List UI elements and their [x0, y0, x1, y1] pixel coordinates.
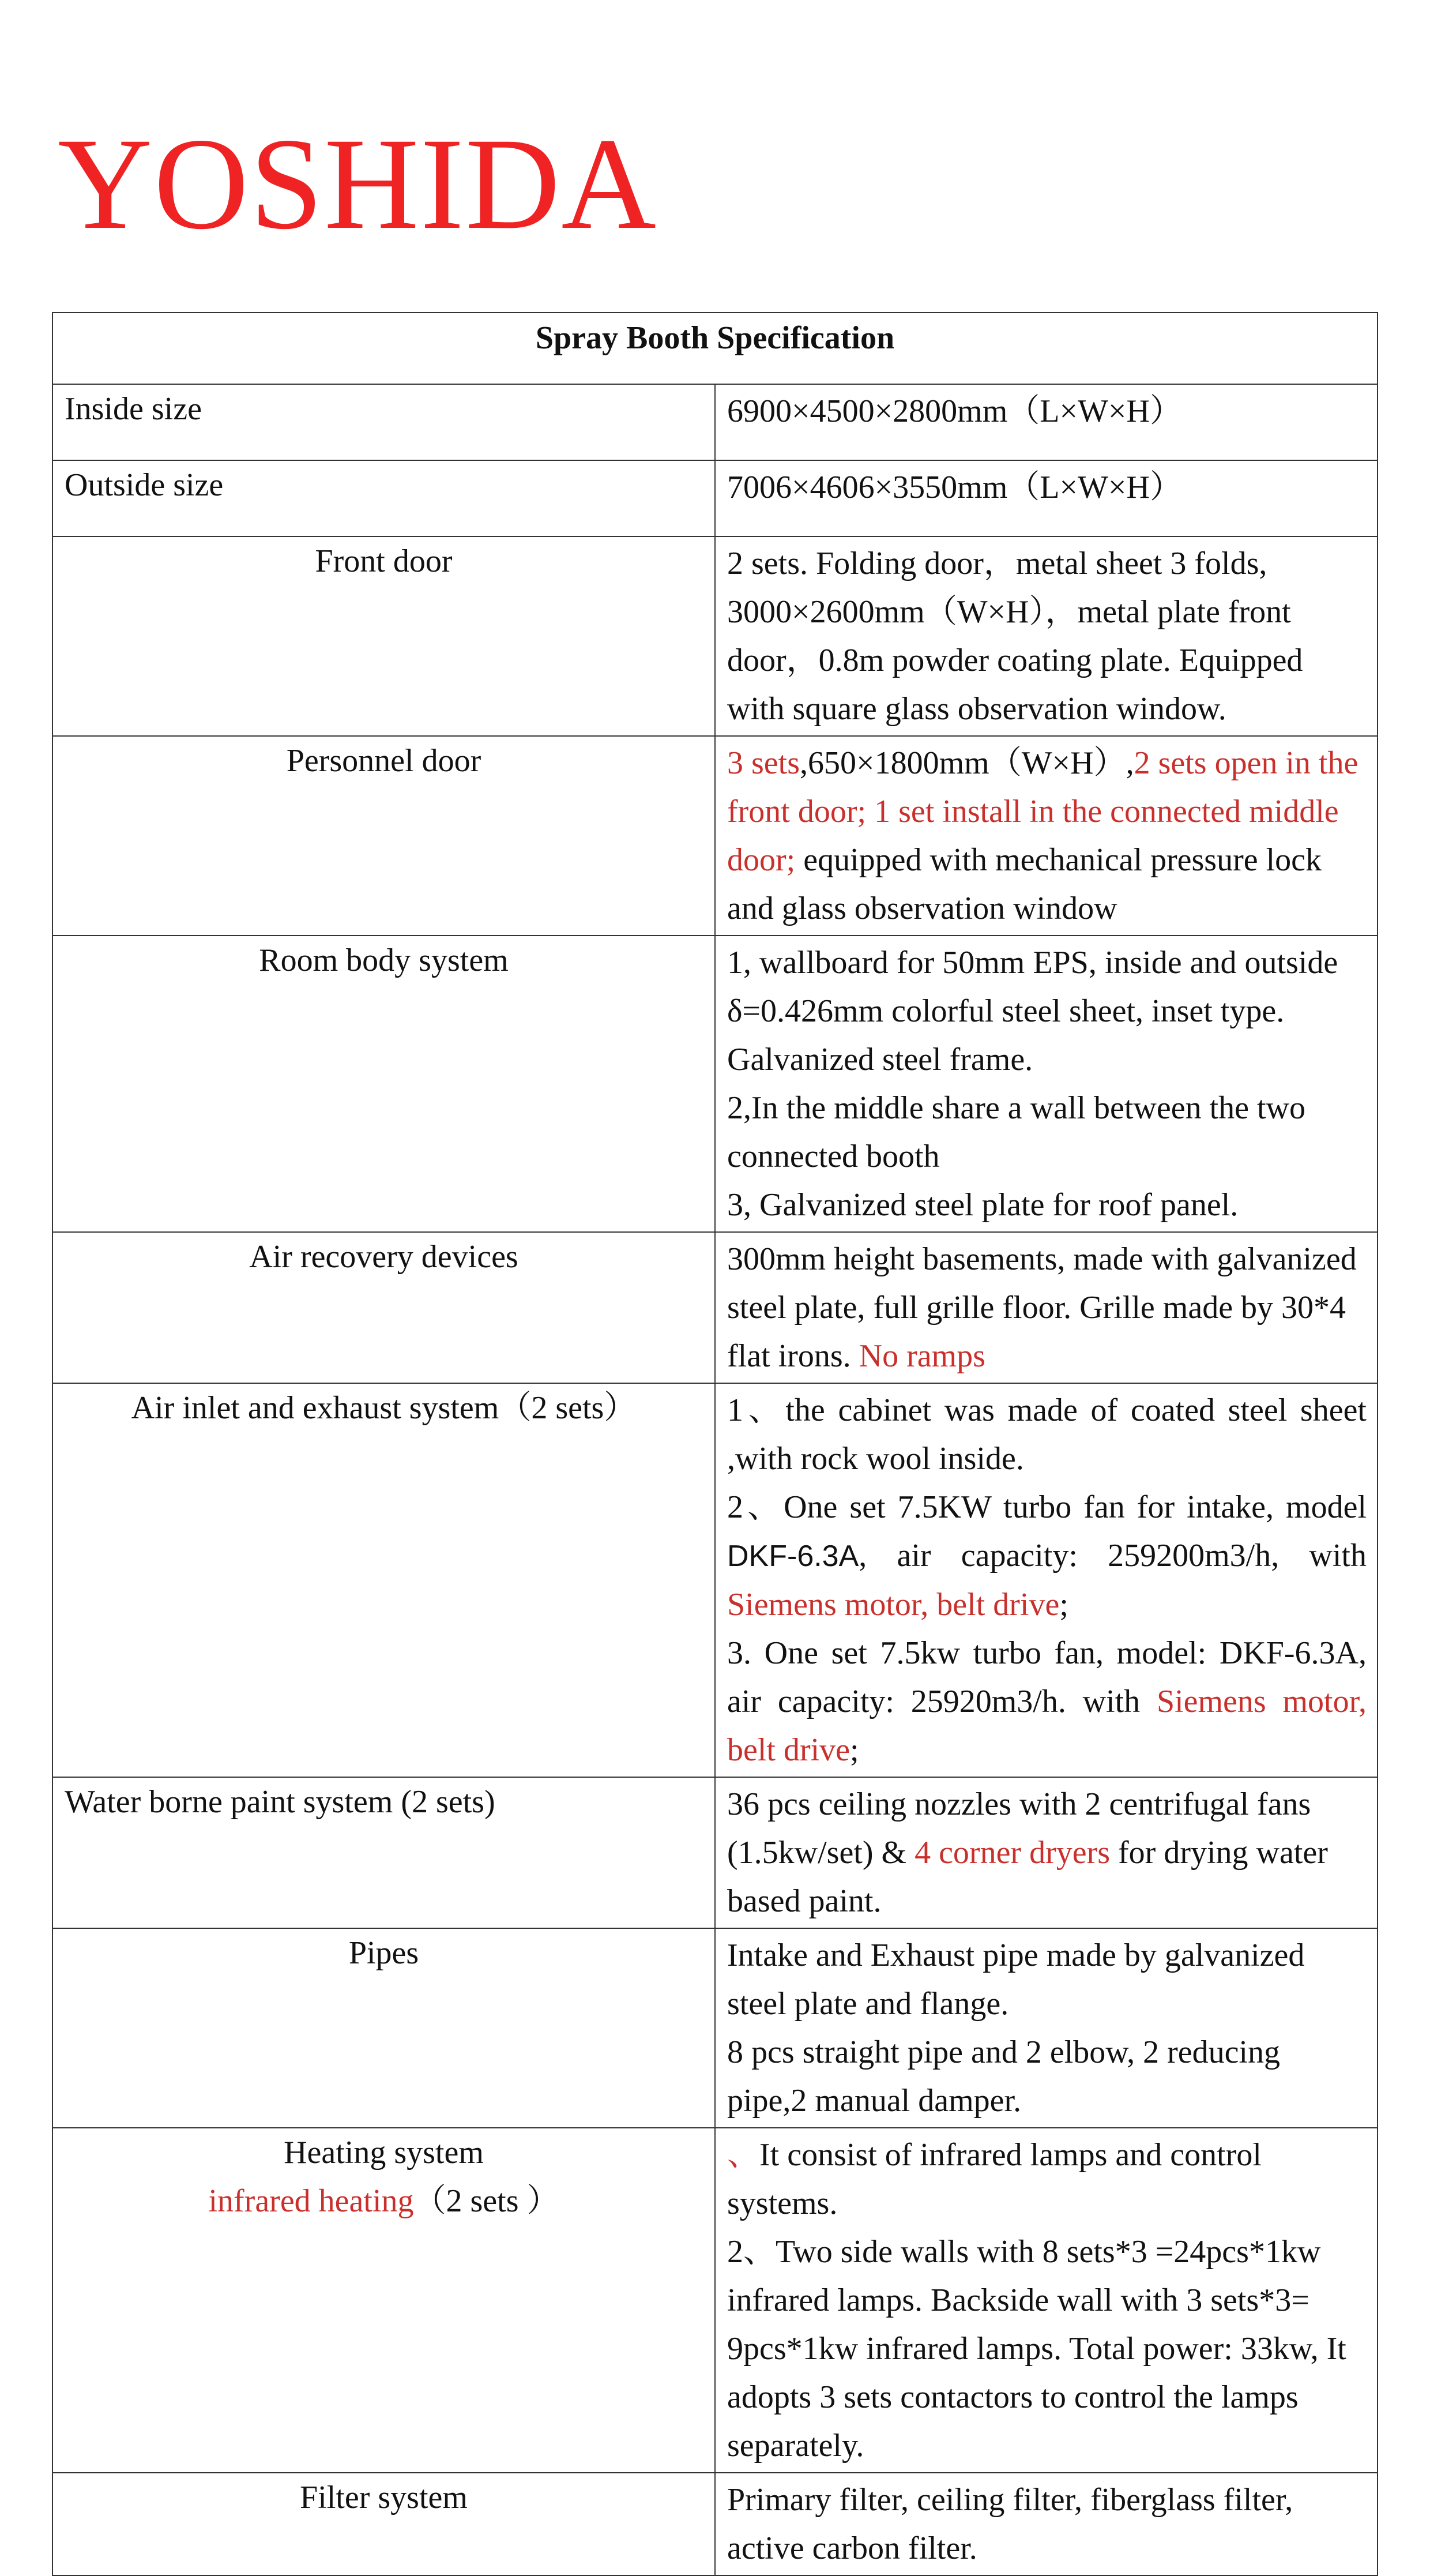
value-line [727, 1629, 1367, 1774]
highlight-text: 3 sets [727, 745, 800, 781]
table-row [52, 460, 1378, 536]
value-line: 2、Two side walls with 8 sets*3 =24pcs*1kw infrared lamps. Backside wall with 3 sets*3= 9pcs*1kw infrared lamps. Total power: 33kw, It adopts 3 sets contactors to control the lamps separately. [727, 2234, 1346, 2464]
highlight-text: 2 sets open in the front door; 1 set install in the connected middle door; [727, 745, 1358, 878]
table-row [52, 1777, 1378, 1928]
row-label-water-borne: Water borne paint system (2 sets) [52, 1777, 715, 1928]
value-text: 36 pcs ceiling nozzles with 2 centrifugal fans (1.5kw/set) & [727, 1786, 1311, 1871]
table-title-row [52, 313, 1378, 384]
table-row [52, 1928, 1378, 2128]
value-text: equipped with mechanical pressure lock and glass observation window [727, 842, 1322, 926]
label-text: （2 sets ） [413, 2183, 559, 2219]
value-text: ; [1059, 1587, 1068, 1623]
highlight-text: Siemens motor, belt drive [727, 1587, 1060, 1623]
value-text: ,650×1800mm（W×H）, [800, 745, 1134, 781]
highlight-text: Siemens motor, belt drive [727, 1684, 1367, 1768]
value-line: 8 pcs straight pipe and 2 elbow, 2 reducing pipe,2 manual damper. [727, 2034, 1281, 2119]
table-row [52, 1232, 1378, 1383]
row-value-air-recovery [715, 1232, 1378, 1383]
value-line: 1, wallboard for 50mm EPS, inside and outside δ=0.426mm colorful steel sheet, inset type. Galvanized steel frame. [727, 945, 1338, 1077]
value-line: 2,In the middle share a wall between the two connected booth [727, 1090, 1305, 1174]
label-text: Heating system [284, 2135, 484, 2171]
highlight-text: No ramps [859, 1338, 985, 1374]
row-label-air-recovery: Air recovery devices [52, 1232, 715, 1383]
row-label-personnel-door: Personnel door [52, 736, 715, 936]
row-label-outside-size: Outside size [52, 460, 715, 536]
row-value-front-door: 2 sets. Folding door，metal sheet 3 folds, 3000×2600mm（W×H），metal plate front door，0.8m powder coating plate. Equipped with square glass observation window. [715, 536, 1378, 736]
value-text: 3. One set 7.5kw turbo fan, model: DKF-6.3A, air capacity: 25920m3/h. with [727, 1635, 1367, 1719]
row-value-inside-size: 6900×4500×2800mm（L×W×H） [715, 384, 1378, 460]
row-label-heating [52, 2128, 715, 2473]
row-value-heating [715, 2128, 1378, 2473]
row-label-air-inlet: Air inlet and exhaust system（2 sets） [52, 1383, 715, 1777]
table-row [52, 1383, 1378, 1777]
row-label-room-body: Room body system [52, 936, 715, 1232]
value-line [727, 1483, 1367, 1629]
row-value-filter: Primary filter, ceiling filter, fiberglass filter, active carbon filter. [715, 2473, 1378, 2575]
spec-table [52, 312, 1378, 2576]
value-text: ; [850, 1732, 859, 1768]
row-value-air-inlet [715, 1383, 1378, 1777]
row-value-outside-size: 7006×4606×3550mm（L×W×H） [715, 460, 1378, 536]
value-text: , air capacity: 259200m3/h, with [859, 1538, 1367, 1574]
table-row [52, 936, 1378, 1232]
row-value-room-body [715, 936, 1378, 1232]
value-text: 2、One set 7.5KW turbo fan for intake, model [727, 1489, 1367, 1525]
row-label-pipes: Pipes [52, 1928, 715, 2128]
row-value-pipes [715, 1928, 1378, 2128]
model-text: DKF-6.3A [727, 1539, 859, 1573]
table-row [52, 2128, 1378, 2473]
table-title: Spray Booth Specification [52, 313, 1378, 384]
highlight-text: 4 corner dryers [915, 1835, 1111, 1871]
table-row [52, 384, 1378, 460]
value-text: It consist of infrared lamps and control systems. [727, 2137, 1262, 2221]
highlight-text: infrared heating [208, 2183, 414, 2219]
row-value-personnel-door [715, 736, 1378, 936]
row-label-front-door: Front door [52, 536, 715, 736]
row-value-water-borne [715, 1777, 1378, 1928]
row-label-filter: Filter system [52, 2473, 715, 2575]
table-row [52, 736, 1378, 936]
value-line: 1、the cabinet was made of coated steel sheet ,with rock wool inside. [727, 1392, 1367, 1477]
value-text: 300mm height basements, made with galvanized steel plate, full grille floor. Grille made by 30*4 flat irons. [727, 1241, 1357, 1374]
value-line [727, 2131, 1367, 2228]
value-line: Intake and Exhaust pipe made by galvanized steel plate and flange. [727, 1937, 1305, 2022]
value-text: for drying water based paint. [727, 1835, 1328, 1919]
row-label-inside-size: Inside size [52, 384, 715, 460]
highlight-text: 、 [727, 2137, 759, 2173]
table-row [52, 2473, 1378, 2575]
table-row [52, 536, 1378, 736]
brand-logo: YOSHIDA [58, 111, 657, 257]
value-line: 3, Galvanized steel plate for roof panel. [727, 1187, 1239, 1223]
